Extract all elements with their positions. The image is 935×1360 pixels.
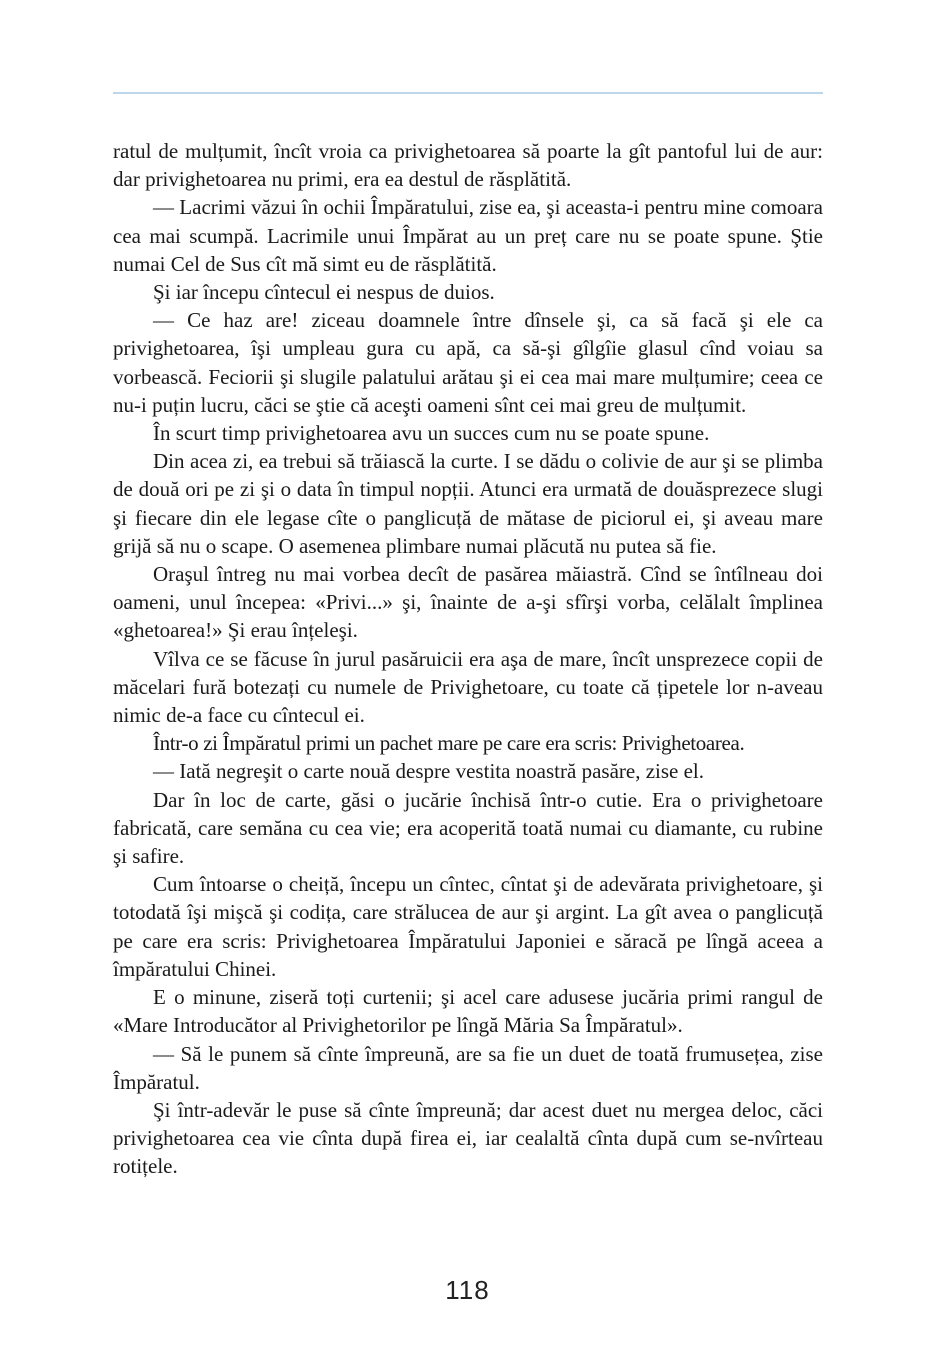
- page-number: 118: [445, 1275, 490, 1305]
- paragraph-5: În scurt timp privighetoarea avu un succes cum nu se poate spune.: [153, 421, 710, 446]
- header-rule: [113, 92, 823, 94]
- paragraph-2: — Lacrimi văzui în ochii Împăratului, zise ea, şi aceasta-i pentru mine comoara cea mai scumpă. Lacrimile unui Împărat au un preț care nu se poate spune. Ştie numai Cel de Sus cît mă simt eu de răsplătită.: [113, 195, 823, 276]
- paragraph-8: Vîlva ce se făcuse în jurul pasăruicii era aşa de mare, încît unsprezece copii de măcelari fură botezați cu numele de Privighetoare, cu toate că țipetele lor n-aveau nimic de-a face cu cîntecul ei.: [113, 646, 823, 728]
- paragraph-11: Dar în loc de carte, găsi o jucărie închisă într-o cutie. Era o privighetoare fabricată, care semăna cu cea vie; era acoperită toată numai cu diamante, cu rubine şi safire.: [113, 787, 823, 869]
- paragraph-3: Şi iar începu cîntecul ei nespus de duios.: [153, 280, 495, 305]
- paragraph-14: — Să le punem să cînte împreună, are sa fie un duet de toată frumusețea, zise Împăratul.: [113, 1041, 823, 1094]
- paragraph-9: Într-o zi Împăratul primi un pachet mare pe care era scris: Privighetoarea.: [153, 731, 745, 756]
- paragraph-6: Din acea zi, ea trebui să trăiască la curte. I se dădu o colivie de aur şi se plimba de două ori pe zi şi o data în timpul nopții. Atunci era urmată de douăsprezece slugi şi fiecare din ele legase cîte o panglicuță de mătase de piciorul ei, şi aveau mare grijă să nu o scape. O asemenea plimbare numai plăcută nu putea să fie.: [113, 449, 823, 558]
- paragraph-4: — Ce haz are! ziceau doamnele între dînsele şi, ca să facă şi ele ca privighetoarea, îşi umpleau gura cu apă, ca să-şi gîlgîie glasul cînd voiau sa vorbească. Feciorii şi slugile palatului arătau şi ei cea mai mare mulțumire; ceea ce nu-i puțin lucru, căci se ştie că aceşti oameni sînt cei mai greu de mulțumit.: [113, 308, 823, 417]
- paragraph-7: Oraşul întreg nu mai vorbea decît de pasărea măiastră. Cînd se întîlneau doi oameni, unul începea: «Privi...» şi, înainte de a-şi sfîrşi vorba, celălalt împlinea «ghetoarea!» Şi erau înțeleşi.: [113, 562, 823, 643]
- paragraph-15: Şi într-adevăr le puse să cînte împreună; dar acest duet nu mergea deloc, căci privighetoarea cea vie cînta după firea ei, iar cealaltă cînta după cum se-nvîrteau rotițele.: [113, 1097, 823, 1179]
- paragraph-10: — Iată negreşit o carte nouă despre vestita noastră pasăre, zise el.: [153, 759, 705, 784]
- paragraph-12: Cum întoarse o cheiță, începu un cîntec, cîntat şi de adevărata privighetoare, şi totodată îşi mişcă şi codița, care strălucea de aur şi argint. La gît avea o panglicuță pe care era scris: Privighetoarea Împăratului Japoniei e săracă pe lîngă aceea a împăratului Chinei.: [113, 872, 823, 981]
- paragraph-13: E o minune, ziseră toți curtenii; şi acel care adusese jucăria primi rangul de «Mare Introducător al Privighetorilor pe lîngă Măria Sa Împăratul».: [113, 985, 823, 1038]
- body-text: [113, 137, 823, 1181]
- paragraph-1: ratul de mulțumit, încît vroia ca privighetoarea să poarte la gît pantoful lui de aur: dar privighetoarea nu primi, era ea destul de răsplătită.: [113, 139, 823, 192]
